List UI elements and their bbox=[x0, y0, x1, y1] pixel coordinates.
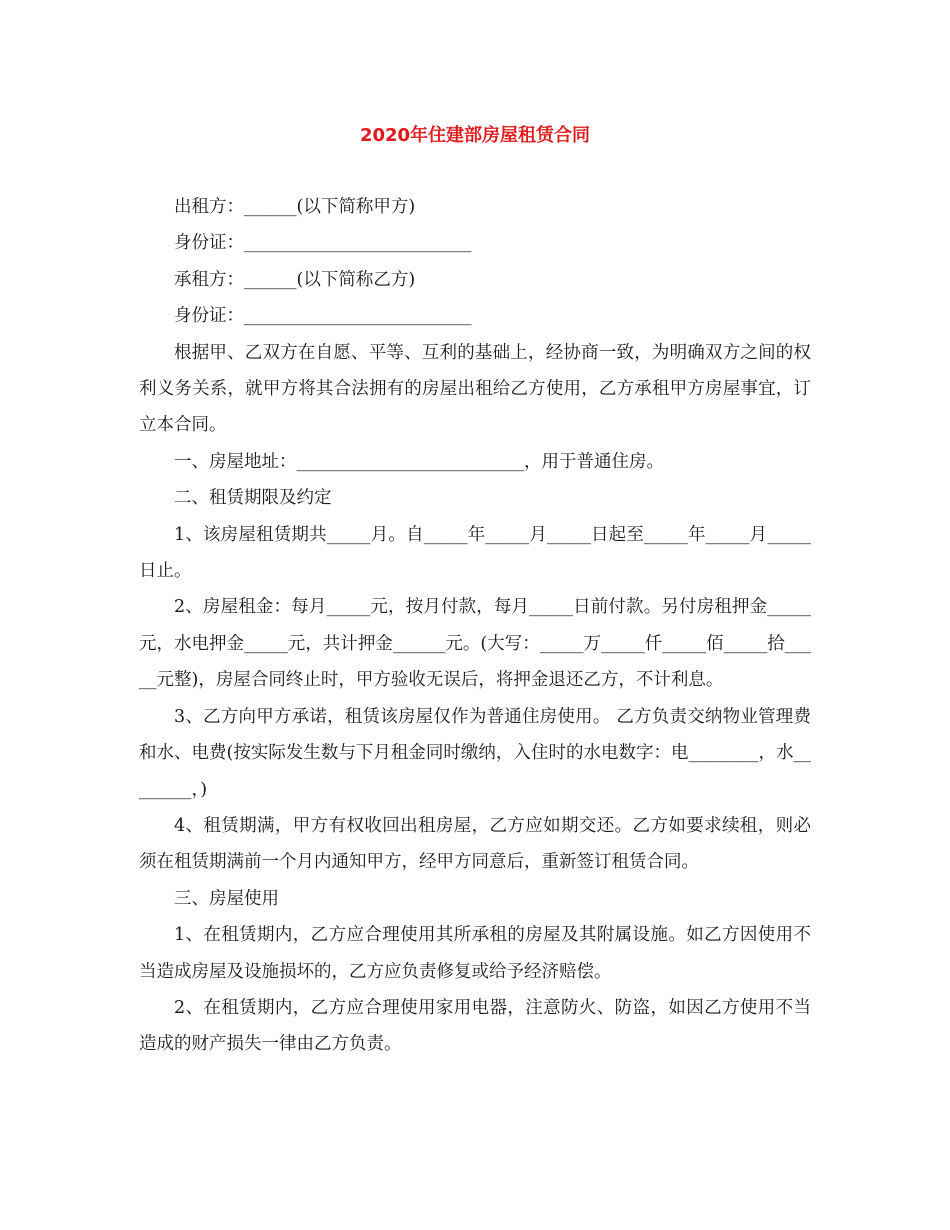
lessee-line: 承租方：______(以下简称乙方) bbox=[174, 269, 416, 290]
section-heading-use: 三、房屋使用 bbox=[174, 888, 279, 909]
clause-term-period: 1、该房屋租赁期共_____月。自_____年_____月_____日起至_____年_____月_____日止。 bbox=[139, 524, 811, 582]
clause-appliance-use: 2、在租赁期内，乙方应合理使用家用电器，注意防火、防盗，如因乙方使用不当造成的财产损失一律由乙方负责。 bbox=[139, 997, 811, 1055]
lessor-line: 出租方：______(以下简称甲方) bbox=[174, 197, 416, 217]
lessee-id-line: 身份证：__________________________ bbox=[174, 306, 472, 327]
clause-rent: 2、房屋租金：每月_____元，按月付款，每月_____日前付款。另付房租押金_____元，水电押金_____元，共计押金______元。(大写：_____万_____仟_____佰_____拾_____元整)，房屋合同终止时，甲方验收无误后，将押金退还乙方，不计利息。 bbox=[139, 597, 811, 691]
clause-facility-use: 1、在租赁期内，乙方应合理使用其所承租的房屋及其附属设施。如乙方因使用不当造成房屋及设施损坏的，乙方应负责修复或给予经济赔偿。 bbox=[139, 925, 811, 982]
clause-renewal: 4、租赁期满，甲方有权收回出租房屋，乙方应如期交还。乙方如要求续租，则必须在租赁期满前一个月内通知甲方，经甲方同意后，重新签订租赁合同。 bbox=[139, 815, 811, 873]
clause-use-commitment: 3、乙方向甲方承诺，租赁该房屋仅作为普通住房使用。 乙方负责交纳物业管理费和水、电费(按实际发生数与下月租金同时缴纳，入住时的水电数字：电________，水________，) bbox=[139, 706, 811, 800]
document-title: 2020年住建部房屋租赁合同 bbox=[359, 125, 591, 146]
section-heading-address: 一、房屋地址：__________________________，用于普通住房。 bbox=[174, 451, 664, 472]
section-heading-term: 二、租赁期限及约定 bbox=[174, 488, 332, 509]
preamble-paragraph: 根据甲、乙双方在自愿、平等、互利的基础上，经协商一致，为明确双方之间的权利义务关系，就甲方将其合法拥有的房屋出租给乙方使用，乙方承租甲方房屋事宜，订立本合同。 bbox=[139, 342, 811, 436]
lessor-id-line: 身份证：__________________________ bbox=[174, 233, 472, 254]
contract-body bbox=[139, 189, 811, 1063]
